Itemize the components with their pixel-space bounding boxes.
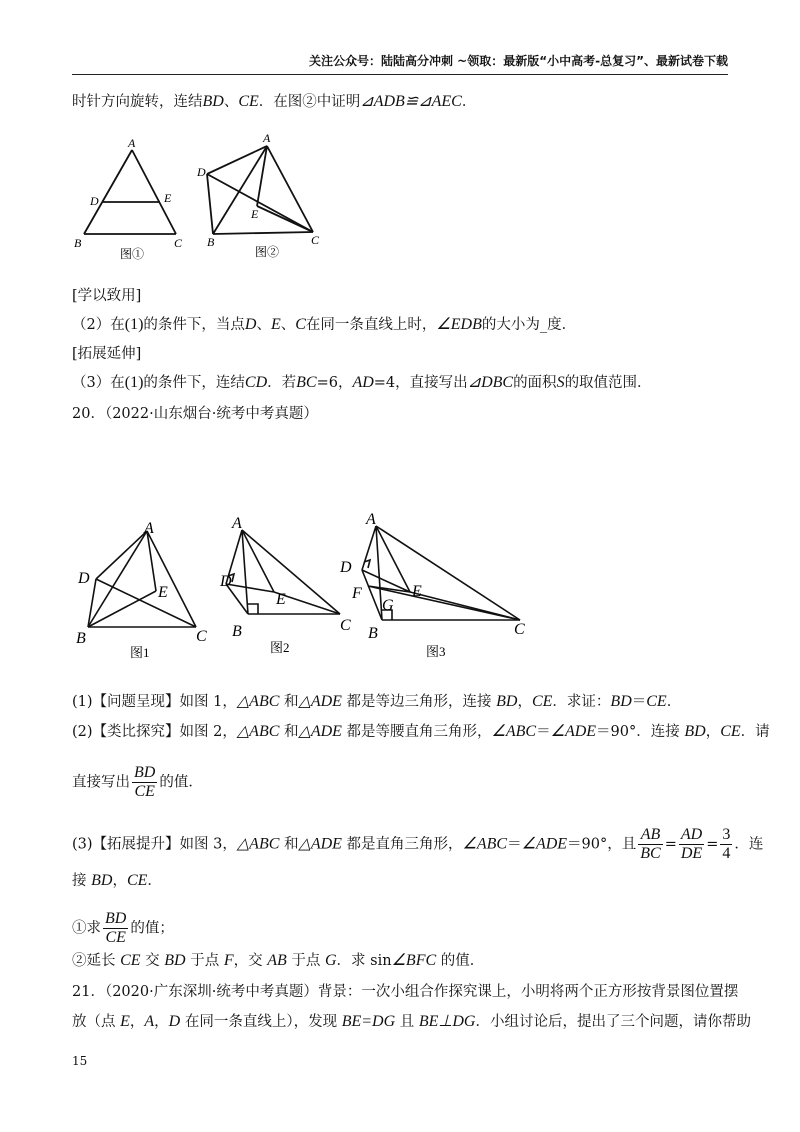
label-a: A [263,131,271,145]
math: △ABC [236,835,280,853]
fraction-bd-ce [103,910,128,947]
math: BC [296,374,317,391]
question-20-3 [72,826,763,863]
text: （2）在 [72,317,125,333]
text: 中证明 [316,94,361,110]
text: 交 [140,953,165,969]
figure-caption: 图1 [130,645,150,660]
text: ②延长 [72,953,121,969]
label-c: C [196,628,207,645]
denominator: CE [134,783,155,800]
text: 和 [279,724,299,740]
text: 、 [223,94,239,110]
text: （3）在 [72,375,125,391]
label-b: B [232,623,242,640]
denominator: DE [680,845,703,862]
math: (1) [124,316,144,333]
text: (2)【类比探究】如图 2， [72,724,237,740]
figure-caption: 图② [255,245,280,259]
label-b: B [76,630,86,647]
label-c: C [514,621,525,638]
math: F [223,952,234,969]
label-a: A [128,136,136,150]
text: 的大小为_度． [481,317,577,333]
numerator: 3 [722,826,731,843]
text: 放（点 [72,1014,121,1030]
text: 都是等边三角形，连接 [341,694,497,710]
text: 于点 [286,953,325,969]
text: ＝ [507,836,522,853]
page-header: 关注公众号：陆陆高分冲刺 ~领取：最新版“小中高考-总复习”、最新试卷下载 [72,52,728,75]
text-line-1 [72,92,476,112]
math: ∠EDB [436,316,482,333]
equals: = [664,836,677,853]
text: ． [461,94,477,110]
text: (3)【拓展提升】如图 3， [72,836,237,853]
text: 直接写出 [72,774,130,791]
math: BD [91,872,113,889]
text: ．若 [267,375,297,391]
math: BD [684,723,706,740]
math: ∠BFC [391,952,437,969]
math: △ADE [298,693,342,710]
label-e: E [164,191,172,205]
label-d: D [197,165,206,179]
fraction-ad-de [679,826,704,863]
text: 的值． [436,953,485,969]
math: CE [126,872,148,889]
text: 都是直角三角形， [341,836,463,853]
math: D [168,1013,181,1030]
question-2 [72,315,576,335]
fraction-3-4 [720,826,732,863]
text: 的面积 [513,375,557,391]
page-number: 15 [72,1054,88,1068]
text: ．求证： [552,694,611,710]
question-20-3-sub2 [72,951,484,971]
label-d: D [78,570,90,587]
text: ，交 [233,953,268,969]
text: 、 [256,317,271,333]
math: A [144,1013,155,1030]
text: ＝ [536,724,551,740]
text: 接 [72,873,92,889]
text: ．求 sin [336,953,392,969]
text: 时针方向旋转，连结 [72,94,203,110]
text: 和 [279,694,299,710]
label-e: E [276,591,286,608]
question-3 [72,373,652,393]
figure-1-trapezoid [72,132,202,262]
text: 、 [280,317,296,333]
math: BE=DG [341,1013,396,1030]
math: E [120,1013,130,1030]
math: CE [531,693,553,710]
label-e: E [412,583,422,600]
text: ， [112,873,127,889]
math: S [556,374,565,391]
math: CE [720,723,741,740]
text: ， [129,1014,145,1030]
math: BE⊥DG [418,1013,476,1030]
math: BD [496,693,518,710]
text: ＝90°，且 [567,836,637,853]
math: C [295,316,306,333]
text: 的条件下，当点 [143,317,245,333]
denominator: CE [105,929,126,946]
text: 的条件下，连结 [143,375,245,391]
text: =4，直接写出 [373,375,468,391]
math: CD [244,374,268,391]
figure-2-rotation [195,128,335,262]
question-20-3-cont [72,871,162,891]
math: BD [202,93,224,110]
label-e: E [158,584,168,601]
text: ①求 [72,920,101,937]
equals: = [706,836,719,853]
question-20-2-cont [72,764,203,801]
label-e: E [251,207,259,221]
label-c: C [174,236,183,250]
math: ∠ADE [521,835,568,853]
math: (1) [124,374,144,391]
label-d: D [220,573,232,590]
math: E [270,316,281,333]
text: 都是等腰直角三角形， [341,724,492,740]
text: ， [705,724,721,740]
math: G [324,952,337,969]
math: BD [610,693,632,710]
label-f: F [352,585,362,602]
text: ．请 [740,724,770,740]
circled-number: ② [302,94,317,110]
math: ⊿DBC [467,374,514,391]
numerator: AD [680,826,703,843]
math: BD [164,952,186,969]
text: =6， [316,375,353,391]
label-b: B [74,236,82,250]
text: ． [666,694,682,710]
math: ∠ABC [462,835,508,853]
label-b: B [207,235,215,249]
text: ， [517,694,532,710]
text: 在同一条直线上时， [305,317,437,333]
label-d: D [340,559,352,576]
text: ．在图 [258,94,303,110]
figure-caption: 图① [120,247,145,261]
math: △ADE [298,723,342,740]
text: 和 [279,836,299,853]
text: 的值． [159,774,203,791]
figure-caption: 图2 [270,640,290,655]
label-d: D [90,194,99,208]
numerator: BD [134,764,156,781]
label-c: C [340,617,351,634]
math: CE [120,952,141,969]
figure-20-3 [336,508,536,662]
denominator: BC [640,845,661,862]
math: CE [646,693,667,710]
math: ∠ADE [550,723,597,740]
denominator: 4 [722,845,731,862]
label-b: B [368,625,378,642]
label-g: G [382,597,394,614]
math: CE [238,93,259,110]
label-a: A [144,520,154,537]
question-20-3-sub1 [72,910,174,947]
fraction-ab-bc [638,826,662,863]
text: ．连 [734,836,764,853]
math: ⊿ADB≌⊿AEC [360,93,462,110]
math: △ADE [298,835,342,853]
math: ∠ABC [491,723,537,740]
text: ＝ [631,694,647,710]
problem-21-line-2 [72,1012,751,1032]
text: 于点 [185,953,224,969]
numerator: BD [105,910,127,927]
question-20-2 [72,722,770,742]
text: (1)【问题呈现】如图 1， [72,694,237,710]
text: 在同一条直线上），发现 [180,1014,342,1030]
math: AD [352,374,374,391]
text: 且 [395,1014,419,1030]
problem-20-title: 20．（2022·山东烟台·统考中考真题） [72,406,318,422]
text: 的值； [130,920,174,937]
section-label: [拓展延伸] [72,346,142,362]
label-a: A [232,515,242,532]
question-20-1 [72,692,681,712]
fraction-bd-ce [132,764,157,801]
label-a: A [366,511,376,528]
label-c: C [311,233,320,247]
numerator: AB [638,826,662,845]
math: △ABC [236,693,280,710]
math: AB [267,952,287,969]
text: ， [154,1014,169,1030]
text: ＝90°．连接 [596,724,685,740]
problem-21-line-1: 21．（2020·广东深圳·统考中考真题）背景：一次小组合作探究课上，小明将两个正方形按背景图位置摆 [72,984,739,1000]
math: △ABC [236,723,280,740]
math: D [244,316,257,333]
text: 的取值范围． [564,375,652,391]
figure-caption: 图3 [426,644,446,659]
text: ．小组讨论后，提出了三个问题，请你帮助 [475,1014,751,1030]
section-label: [学以致用] [72,288,142,304]
figure-20-1 [72,515,222,665]
text: ． [147,873,162,889]
